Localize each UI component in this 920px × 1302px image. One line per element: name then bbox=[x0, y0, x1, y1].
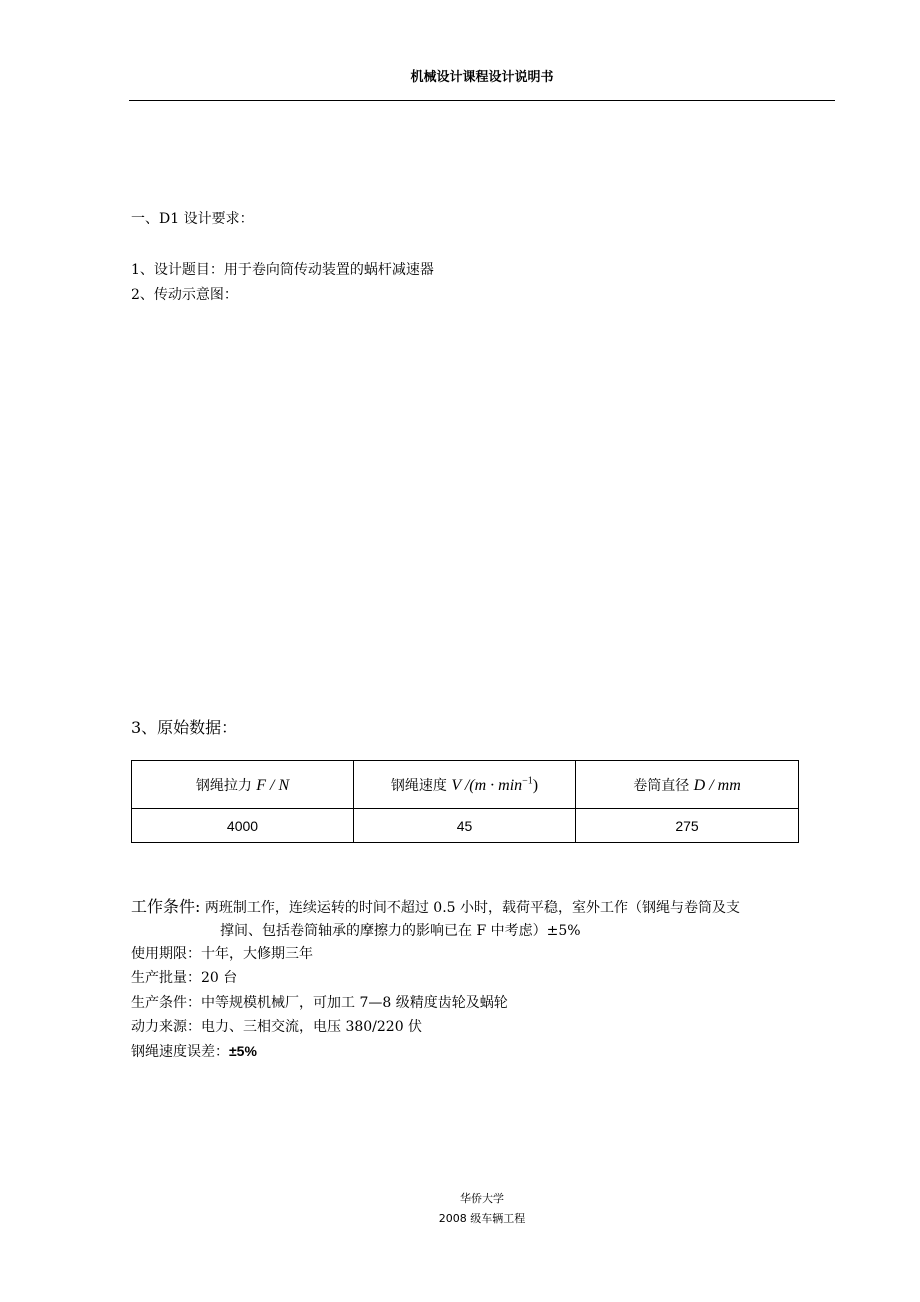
header-unit-close: ) bbox=[532, 776, 539, 794]
header-label: 钢绳拉力 bbox=[195, 777, 252, 794]
rope-speed-tolerance-value: ±5% bbox=[229, 1043, 257, 1059]
work-conditions-label: 工作条件: bbox=[131, 897, 201, 916]
raw-data-heading: 3、原始数据： bbox=[131, 718, 238, 737]
header-label: 卷筒直径 bbox=[633, 777, 690, 794]
table-row bbox=[132, 809, 799, 843]
work-conditions bbox=[131, 895, 841, 943]
header-rule bbox=[129, 100, 835, 101]
footer-school: 华侨大学 bbox=[460, 1192, 504, 1205]
page-header-title: 机械设计课程设计说明书 bbox=[410, 70, 554, 85]
header-rope-speed bbox=[354, 761, 576, 809]
header-unit-text: V /(m · min bbox=[451, 776, 523, 794]
production-batch: 生产批量：20 台 bbox=[131, 970, 238, 986]
raw-data-table bbox=[131, 760, 799, 843]
production-conditions: 生产条件：中等规模机械厂，可加工 7—8 级精度齿轮及蜗轮 bbox=[131, 995, 508, 1011]
value-rope-tension: 4000 bbox=[132, 809, 354, 843]
header-drum-diameter bbox=[576, 761, 799, 809]
rope-speed-tolerance bbox=[131, 1041, 257, 1061]
work-conditions-text: 两班制工作，连续运转的时间不超过 0.5 小时，载荷平稳，室外工作（钢绳与卷筒及支 bbox=[204, 900, 741, 916]
value-drum-diameter: 275 bbox=[576, 809, 799, 843]
power-source: 动力来源：电力、三相交流，电压 380/220 伏 bbox=[131, 1019, 423, 1035]
footer-class: 2008 级车辆工程 bbox=[438, 1212, 526, 1225]
transmission-diagram-label: 2、传动示意图： bbox=[131, 287, 238, 303]
header-rope-tension bbox=[132, 761, 354, 809]
header-unit: D / mm bbox=[693, 776, 741, 794]
work-conditions-text-cont: 撑间、包括卷筒轴承的摩擦力的影响已在 F 中考虑）±5% bbox=[220, 923, 581, 939]
service-life: 使用期限：十年，大修期三年 bbox=[131, 946, 313, 962]
header-label: 钢绳速度 bbox=[390, 777, 447, 794]
header-unit-exponent: −1 bbox=[522, 775, 533, 787]
value-rope-speed: 45 bbox=[354, 809, 576, 843]
design-topic: 1、设计题目：用于卷向筒传动装置的蜗杆减速器 bbox=[131, 262, 434, 278]
header-unit: F / N bbox=[256, 776, 290, 794]
section-heading: 一、D1 设计要求： bbox=[131, 211, 254, 227]
table-header-row bbox=[132, 761, 799, 809]
header-unit bbox=[451, 777, 538, 794]
rope-speed-tolerance-label: 钢绳速度误差： bbox=[131, 1044, 229, 1060]
